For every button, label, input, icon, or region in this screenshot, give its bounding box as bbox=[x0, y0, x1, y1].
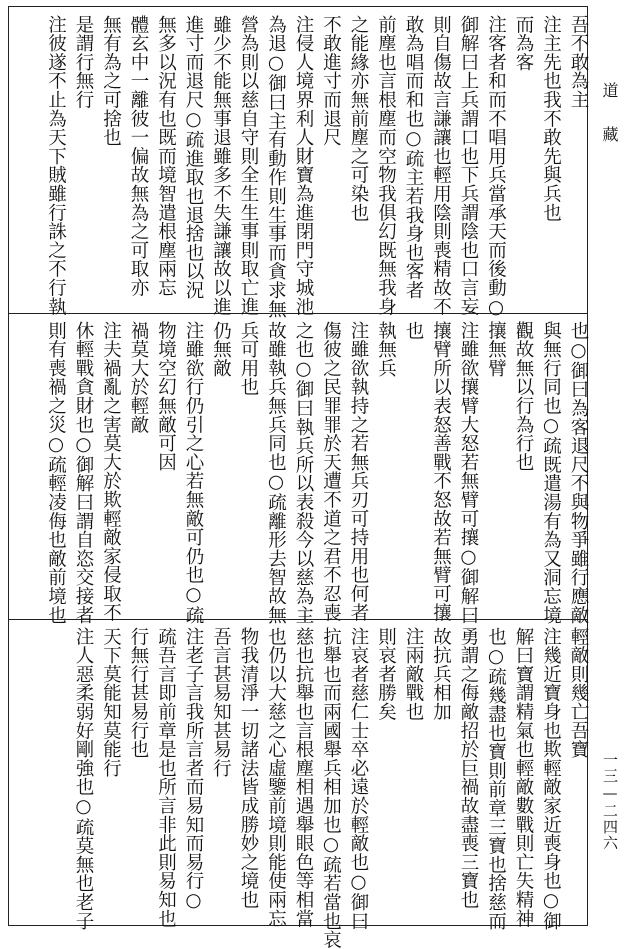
text-column: 前塵也言根塵而空物我俱幻既無我身 bbox=[375, 15, 397, 316]
text-column: 禍莫大於輕敵 bbox=[128, 321, 149, 434]
text-column: 御解曰上兵謂口也下兵謂陰也口言妄 bbox=[458, 15, 479, 316]
text-column: 之也○御曰執兵所以表殺今以慈為主 bbox=[293, 321, 314, 625]
text-column: 之能緣亦無前塵之可染也 bbox=[348, 15, 369, 222]
text-column: 進寸而退尺○疏進取也退捨也以況 bbox=[183, 15, 204, 300]
text-column: 物境空幻無敵可因 bbox=[155, 321, 177, 472]
text-column: 為退○御曰主有動作則生事而貪求無 bbox=[265, 15, 287, 319]
text-column: 吾不敢為主 bbox=[568, 15, 589, 109]
text-column: 執無兵 bbox=[375, 321, 397, 378]
text-column: 天下莫能知莫能行 bbox=[100, 627, 122, 778]
text-column: 勇謂之侮敵招於巨禍故盡喪三寶也 bbox=[458, 627, 479, 909]
text-column: 疏吾言即前章是也所言非此則易知也 bbox=[155, 627, 177, 928]
page-number: 一三—二四六 bbox=[601, 752, 619, 851]
text-column: 與無行同也○疏既遣湯有為又洞忘境 bbox=[540, 321, 562, 625]
text-column: 敢為唱而和也○疏主若我身也客者 bbox=[403, 15, 424, 300]
text-column: 注雖欲執持之若無兵刃可持用也何者 bbox=[348, 321, 369, 622]
text-column: 注雖欲攘臂大怒若無臂可攘○御解曰 bbox=[458, 321, 479, 625]
text-column: 雖少不能無事退雖多不失謙讓故以進 bbox=[210, 15, 232, 316]
text-column: 也○御曰為客退尺不與物爭雖行應敵 bbox=[568, 321, 589, 625]
text-column: 行無行甚易行也 bbox=[128, 627, 149, 759]
text-column: 無有為之可捨也 bbox=[100, 15, 122, 147]
text-column: 不敢進寸而退尺 bbox=[320, 15, 342, 147]
text-column: 故抗兵相加 bbox=[430, 627, 452, 721]
text-column: 吾言甚易知甚易行 bbox=[210, 627, 232, 778]
text-column: 攘臂所以表怒善戰不怒故若無臂可攘 bbox=[430, 321, 452, 622]
text-column: 故雖執兵無兵同也○疏離形去智故無 bbox=[265, 321, 287, 625]
text-column: 注侵人境界利人財寶為進閉門守城池 bbox=[293, 15, 314, 316]
page-frame bbox=[8, 6, 589, 949]
text-column: 注主先也我不敢先與兵也 bbox=[540, 15, 562, 222]
text-column: 而為客 bbox=[513, 15, 534, 72]
text-column: 是謂行無行 bbox=[73, 15, 94, 109]
text-column: 注人惡柔弱好剛強也○疏莫無也老子 bbox=[73, 627, 94, 931]
text-column: 觀故無以行為行也 bbox=[513, 321, 534, 472]
text-column: 注哀者慈仁士卒必遠於輕敵也○御曰 bbox=[348, 627, 369, 931]
text-column: 也 bbox=[403, 321, 424, 340]
text-column: 仍無敵 bbox=[210, 321, 232, 378]
text-column: 則自傷故言謙讓也輕用陰則喪精故不 bbox=[430, 15, 452, 316]
text-column: 攘無臂 bbox=[485, 321, 507, 378]
text-column: 抗舉也而兩國舉兵相加也○疏若當也哀 bbox=[320, 627, 342, 949]
text-column: 注客者和而不唱用兵當承天而後動○ bbox=[485, 15, 507, 319]
panel-bottom bbox=[9, 619, 589, 949]
text-column: 注雖欲行仍引之心若無敵可仍也○疏 bbox=[183, 321, 204, 625]
text-column: 兵可用也 bbox=[238, 321, 259, 397]
text-column: 體玄中一離彼一偏故無為之可取亦 bbox=[128, 15, 149, 297]
text-column: 注夫禍亂之害莫大於欺輕敵家侵取不 bbox=[100, 321, 122, 622]
panel-middle bbox=[9, 313, 589, 625]
text-column: 休輕戰貪財也○御解曰謂自恣交接者 bbox=[73, 321, 94, 625]
text-column: 則哀者勝矣 bbox=[375, 627, 397, 721]
text-column: 注兩敵戰也 bbox=[403, 627, 424, 721]
text-column: 注幾近寶身也欺輕敵家近喪身也○御 bbox=[540, 627, 562, 931]
text-column: 營為則以慈自守則全生生事則取亡進 bbox=[238, 15, 259, 316]
text-column: 慈也抗舉也言根塵相遇舉眼色等相當 bbox=[293, 627, 314, 928]
text-column: 也仍以大慈之心虛鑒前境則能使兩忘 bbox=[265, 627, 287, 928]
collection-title: 道 藏 bbox=[600, 82, 619, 148]
text-column: 解曰寶謂精氣也輕敵數戰則亡失精神 bbox=[513, 627, 534, 928]
text-column: 則有喪禍之災○疏輕凌侮也敵前境也 bbox=[45, 321, 67, 625]
text-column: 注老子言我所言者而易知而易行○ bbox=[183, 627, 204, 912]
panel-top bbox=[9, 7, 589, 319]
text-column: 傷彼之民罪罪於天遭不道之君不忍喪 bbox=[320, 321, 342, 622]
text-column: 注彼遂不止為天下賊雖行誅之不行執 bbox=[45, 15, 67, 316]
text-column: 也○疏幾盡也寶則前章三寶也捨慈而 bbox=[485, 627, 507, 931]
text-column: 無多以況有也既而境智遣根塵兩忘 bbox=[155, 15, 177, 297]
text-column: 輕敵則幾亡吾寶 bbox=[568, 627, 589, 759]
text-column: 物我清淨一切諸法皆成勝妙之境也 bbox=[238, 627, 259, 909]
